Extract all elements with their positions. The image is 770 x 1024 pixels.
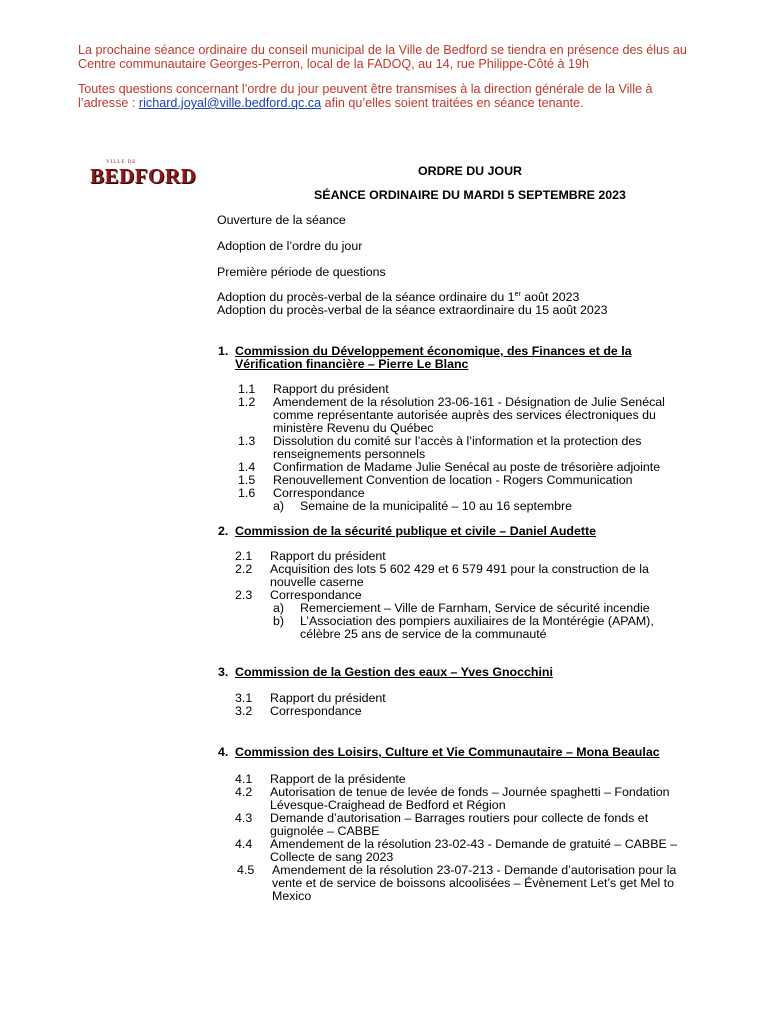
agenda-item <box>238 434 641 448</box>
logo-main-text: BEDFORD <box>90 164 197 188</box>
item-number: 2.3 <box>235 588 253 602</box>
minutes-line-1-sup: er <box>514 290 521 298</box>
item-text: Renouvellement Convention de location - Rogers Communication <box>273 473 633 487</box>
agenda-item <box>235 691 386 705</box>
logo-small-text: VILLE DE <box>106 160 137 165</box>
section-heading: Vérification financière – Pierre Le Blanc <box>235 357 469 371</box>
agenda-item <box>235 811 648 825</box>
item-number: 1.1 <box>238 382 256 396</box>
item-text: Rapport de la présidente <box>270 772 406 786</box>
minutes-line-1 <box>217 290 579 304</box>
section-number: 1. <box>218 344 229 358</box>
agenda-item <box>235 704 362 718</box>
page-subtitle: SÉANCE ORDINAIRE DU MARDI 5 SEPTEMBRE 2023 <box>314 188 626 202</box>
agenda-item <box>238 395 665 409</box>
sub-item-letter: b) <box>273 614 285 628</box>
item-text: Correspondance <box>270 588 362 602</box>
item-text: Autorisation de tenue de levée de fonds – Journée spaghetti – Fondation <box>270 785 670 799</box>
item-number: 2.1 <box>235 549 253 563</box>
opening-item: Adoption de l’ordre du jour <box>217 239 363 253</box>
item-text: Rapport du président <box>270 549 386 563</box>
sub-item-text: célèbre 25 ans de service de la communauté <box>300 627 547 641</box>
agenda-item <box>238 382 389 396</box>
sub-item-text: Remerciement – Ville de Farnham, Service de sécurité incendie <box>300 601 650 615</box>
item-number: 1.3 <box>238 434 256 448</box>
agenda-item <box>238 460 660 474</box>
agenda-item <box>235 562 649 576</box>
agenda-item <box>237 863 676 877</box>
item-text: Confirmation de Madame Julie Senécal au poste de trésorière adjointe <box>273 460 661 474</box>
agenda-item <box>238 486 365 500</box>
item-text: Mexico <box>272 889 312 903</box>
section-heading: Commission de la sécurité publique et civile – Daniel Audette <box>235 524 597 538</box>
agenda-item <box>235 772 406 786</box>
item-number: 3.1 <box>235 691 253 705</box>
item-number: 1.4 <box>238 460 256 474</box>
item-text: Dissolution du comité sur l’accès à l’information et la protection des <box>273 434 642 448</box>
agenda-item <box>235 549 386 563</box>
agenda-item <box>235 837 677 851</box>
section-heading: Commission du Développement économique, des Finances et de la <box>235 344 632 358</box>
notice-line-4 <box>78 96 584 111</box>
notice-line-1: La prochaine séance ordinaire du conseil municipal de la Ville de Bedford se tiendra en présence des élus au <box>78 43 687 57</box>
minutes-line-2: Adoption du procès-verbal de la séance extraordinaire du 15 août 2023 <box>217 303 608 317</box>
opening-item: Ouverture de la séance <box>217 213 346 227</box>
notice-address-prefix: l’adresse : <box>78 96 139 110</box>
agenda-item <box>235 785 670 799</box>
minutes-line-1-suffix: août 2023 <box>520 290 580 304</box>
item-number: 1.2 <box>238 395 256 409</box>
sub-item <box>273 614 654 628</box>
item-number: 3.2 <box>235 704 253 718</box>
item-text: guignolée – CABBE <box>270 824 380 838</box>
minutes-line-1-prefix: Adoption du procès-verbal de la séance ordinaire du 1 <box>217 290 515 304</box>
sub-item <box>273 499 572 513</box>
item-text: nouvelle caserne <box>270 575 364 589</box>
item-number: 4.1 <box>235 772 253 786</box>
item-text: vente et de service de boissons alcoolisées – Évènement Let’s get Mel to <box>272 876 675 890</box>
sub-item-text: L’Association des pompiers auxiliaires de la Montérégie (APAM), <box>300 614 654 628</box>
item-number: 4.5 <box>237 863 255 877</box>
section-number: 4. <box>218 745 229 759</box>
page-title: ORDRE DU JOUR <box>418 164 522 178</box>
item-text: Correspondance <box>273 486 365 500</box>
item-number: 2.2 <box>235 562 253 576</box>
section-number: 3. <box>218 665 229 679</box>
item-number: 4.3 <box>235 811 253 825</box>
opening-item: Première période de questions <box>217 265 386 279</box>
item-text: ministère Revenu du Québec <box>273 421 434 435</box>
item-text: Amendement de la résolution 23-02-43 - Demande de gratuité – CABBE – <box>270 837 678 851</box>
item-text: Demande d’autorisation – Barrages routiers pour collecte de fonds et <box>270 811 649 825</box>
sub-item-text: Semaine de la municipalité – 10 au 16 septembre <box>300 499 573 513</box>
sub-item-letter: a) <box>273 601 285 615</box>
sub-item-letter: a) <box>273 499 285 513</box>
item-number: 1.6 <box>238 486 256 500</box>
item-number: 4.2 <box>235 785 253 799</box>
agenda-item <box>235 588 362 602</box>
notice-address-suffix: afin qu’elles soient traitées en séance tenante. <box>321 96 584 110</box>
section-number: 2. <box>218 524 229 538</box>
item-text: Acquisition des lots 5 602 429 et 6 579 491 pour la construction de la <box>270 562 649 576</box>
item-text: renseignements personnels <box>273 447 426 461</box>
sub-item <box>273 601 650 615</box>
item-number: 4.4 <box>235 837 253 851</box>
item-text: Correspondance <box>270 704 362 718</box>
item-text: Amendement de la résolution 23-06-161 - Désignation de Julie Senécal <box>273 395 665 409</box>
notice-line-3: Toutes questions concernant l’ordre du jour peuvent être transmises à la direction générale de la Ville à <box>78 82 653 96</box>
item-text: Amendement de la résolution 23-07-213 - Demande d’autorisation pour la <box>272 863 677 877</box>
email-link[interactable]: richard.joyal@ville.bedford.qc.ca <box>138 96 322 110</box>
notice-line-2: Centre communautaire Georges-Perron, local de la FADOQ, au 14, rue Philippe-Côté à 19h <box>78 57 590 71</box>
item-text: Rapport du président <box>273 382 389 396</box>
section-heading: Commission des Loisirs, Culture et Vie Communautaire – Mona Beaulac <box>235 745 660 759</box>
agenda-item <box>238 473 633 487</box>
item-text: Rapport du président <box>270 691 386 705</box>
item-text: Lévesque-Craighead de Bedford et Région <box>270 798 506 812</box>
item-text: comme représentante autorisée auprès des services électroniques du <box>273 408 656 422</box>
item-text: Collecte de sang 2023 <box>270 850 394 864</box>
item-number: 1.5 <box>238 473 256 487</box>
section-heading: Commission de la Gestion des eaux – Yves Gnocchini <box>235 665 553 679</box>
